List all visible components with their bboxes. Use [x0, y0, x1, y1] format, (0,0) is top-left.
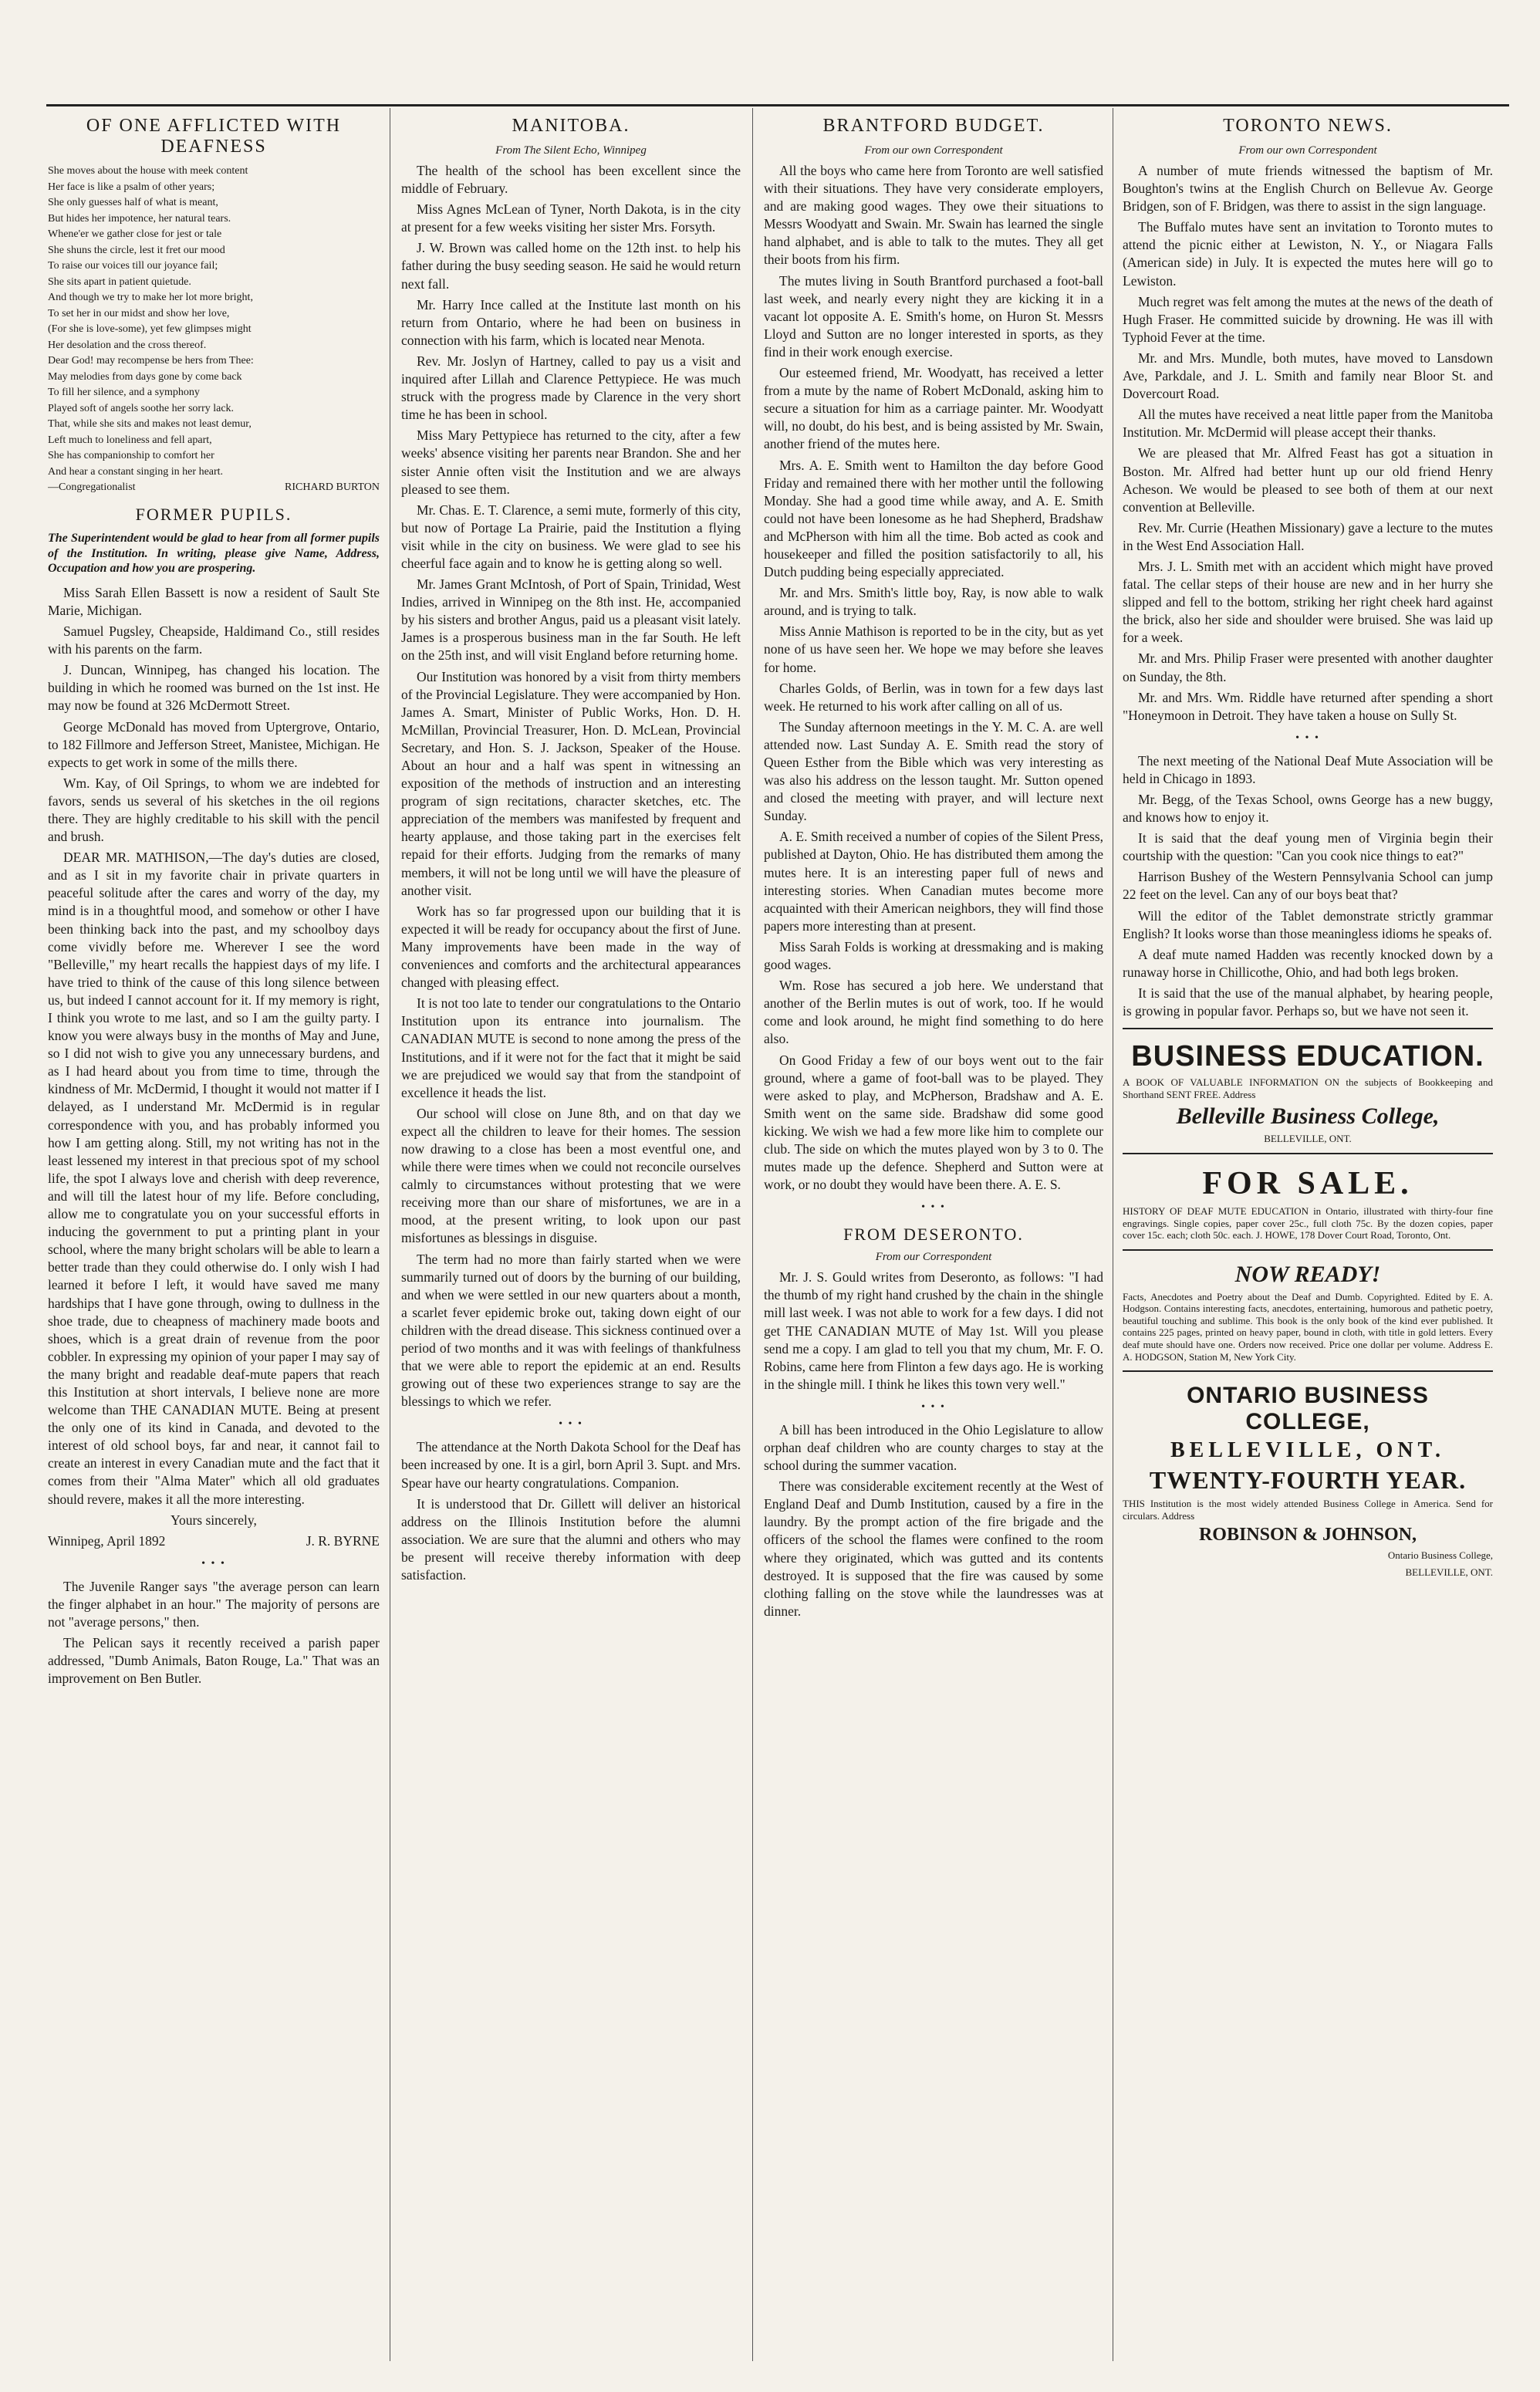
poem-line: To fill her silence, and a symphony	[48, 387, 200, 399]
paragraph: Our Institution was honored by a visit from thirty members of the Provincial Legislature. They were accompanied by Hon. James A. Smart, Minister of Public Works, Hon. D. H. McMillan, Provincial Treasurer, Hon. D. McLean, Provincial Secretary, and Hon. S. J. Jackson, Speaker of the House. About an hour and a half was spent in witnessing an exposition of the methods of instruction and an interesting program of sign recitations, character sketches, etc. The appreciation of the members was manifested by frequent and hearty applause, and those taking part in the exercises felt repaid for their efforts. Judging from the remarks of many members, it will not be long until we will have the pleasure of another visit.	[401, 668, 741, 898]
paragraph: Miss Sarah Ellen Bassett is now a resident of Sault Ste Marie, Michigan.	[48, 584, 380, 618]
paragraph: A number of mute friends witnessed the baptism of Mr. Boughton's twins at the English Church on Bellevue Av. George Bridgen, son of F. Bridgen, was there to assist in the sign language.	[1123, 163, 1493, 215]
paragraph: The next meeting of the National Deaf Mute Association will be held in Chicago in 1893.	[1123, 752, 1493, 786]
paragraph: The health of the school has been excellent since the middle of February.	[401, 163, 741, 197]
paragraph: Miss Mary Pettypiece has returned to the city, after a few weeks' absence visiting her parents near Brandon. She and her sister Annie often visit the Institution and we are always pleased to see them.	[401, 427, 741, 497]
ad-now-ready	[1123, 1249, 1493, 1363]
poem-title: OF ONE AFFLICTED WITH DEAFNESS	[86, 116, 342, 157]
column-1	[48, 116, 380, 2353]
section-title: TORONTO NEWS.	[1223, 116, 1393, 136]
poem-line: She only guesses half of what is meant,	[48, 197, 218, 209]
paragraph: Miss Sarah Folds is working at dressmaking and is making good wages.	[764, 938, 1103, 973]
poem-author: RICHARD BURTON	[285, 481, 380, 494]
paragraph: Much regret was felt among the mutes at the news of the death of Hugh Fraser. He committed suicide by drowning. He was ill with Typhoid Fever at the time.	[1123, 293, 1493, 345]
ad-college: Belleville Business College,	[1176, 1103, 1440, 1130]
ad-place: BELLEVILLE, ONT.	[1264, 1133, 1352, 1145]
poem-line: But hides her impotence, her natural tears.	[48, 212, 231, 225]
paragraph: Work has so far progressed upon our building that it is expected it will be ready for occupancy about the first of June. Many improvements have been made in the way of conveniences and comforts and the architectural appearances changed with pleasing effect.	[401, 903, 741, 991]
poem-line: And hear a constant singing in her heart.	[48, 465, 224, 478]
paragraph: Mr. and Mrs. Philip Fraser were presented with another daughter on Sunday, the 8th.	[1123, 650, 1493, 684]
poem-line: Dear God! may recompense be hers from Thee:	[48, 355, 254, 367]
paragraph: J. Duncan, Winnipeg, has changed his location. The building in which he roomed was burned on the 1st inst. He may now be found at 326 McDermott Street.	[48, 662, 380, 714]
paragraph: Mr. and Mrs. Wm. Riddle have returned after spending a short "Honeymoon in Detroit. They have taken a house on Sully St.	[1123, 689, 1493, 723]
ad-body: THIS Institution is the most widely attended Business College in America. Send for circulars. Address	[1123, 1498, 1493, 1522]
poem-line: To raise our voices till our joyance fail;	[48, 260, 218, 272]
closing: Yours sincerely,	[171, 1512, 257, 1528]
paragraph: Miss Agnes McLean of Tyner, North Dakota, is in the city at present for a few weeks visiting her sister Mrs. Forsyth.	[401, 201, 741, 235]
section-credit: From our Correspondent	[875, 1251, 992, 1264]
column-4	[1123, 116, 1493, 2353]
section-credit: From our own Correspondent	[864, 144, 1003, 157]
separator: • • •	[921, 1201, 946, 1214]
ad-place: BELLEVILLE, ONT.	[1405, 1566, 1493, 1578]
notice: The Superintendent would be glad to hear from all former pupils of the Institution. In writing, please give Name, Address, Occupation and how you are prospering.	[48, 532, 380, 576]
paragraph: Harrison Bushey of the Western Pennsylvania School can jump 22 feet on the level. Can any of our boys beat that?	[1123, 869, 1493, 903]
section-heading: FROM DESERONTO.	[843, 1225, 1024, 1245]
separator: • • •	[1295, 731, 1320, 744]
header-rule	[46, 104, 1509, 106]
ad-body: Facts, Anecdotes and Poetry about the Deaf and Dumb. Copyrighted. Edited by E. A. Hodgson. Contains interesting facts, anecdotes, entertaining, humorous and pathetic poetry, beautiful touching and sublime. This book is the only book of the kind ever published. It contains 225 pages, printed on heavy paper, bound in cloth, with title in gold letters. Every deaf mute should have one. Orders now received. Price one dollar per volume. Address E. A. HODGSON, Station M, New York City.	[1123, 1290, 1493, 1363]
paragraph: Mr. J. S. Gould writes from Deseronto, as follows: "I had the thumb of my right hand crushed by the chain in the shingle mill last week. I was not able to work for a few days. I did not get THE CANADIAN MUTE of May 1st. Will you please send me a copy. I am glad to tell you that my chum, Mr. F. O. Robins, came here from Flinton a few days ago. He is working in the shingle mill. I think he likes this town very well."	[764, 1269, 1103, 1392]
section-title: MANITOBA.	[512, 116, 630, 136]
poem-signature	[48, 481, 380, 494]
paragraph: The Juvenile Ranger says "the average person can learn the finger alphabet in an hour." The majority of persons are not "average persons," then.	[48, 1578, 380, 1630]
paragraph: We are pleased that Mr. Alfred Feast has got a situation in Boston. Mr. Alfred had better hunt up our old friend Henry Acheson. We would be pleased to see both of them at our next convention at Belleville.	[1123, 445, 1493, 515]
ad-body: HISTORY OF DEAF MUTE EDUCATION in Ontario, illustrated with thirty-four fine engravings. Single copies, paper cover 25c., full cloth 75c. By the dozen copies, paper cover 15c. each; cloth 50c. each. J. HOWE, 178 Dover Court Road, Toronto, Ont.	[1123, 1204, 1493, 1242]
ad-title: ONTARIO BUSINESS COLLEGE,	[1187, 1383, 1429, 1435]
paragraph: The attendance at the North Dakota School for the Deaf has been increased by one. It is a girl, born April 3. Supt. and Mrs. Spear have our hearty congratulations. Companion.	[401, 1439, 741, 1491]
paragraph: Mr. Harry Ince called at the Institute last month on his return from Ontario, where he had been on business in connection with his farm, which is located near Menota.	[401, 296, 741, 348]
ad-title: BUSINESS EDUCATION.	[1131, 1040, 1484, 1073]
paragraph: A. E. Smith received a number of copies of the Silent Press, published at Dayton, Ohio. He has distributed them among the mutes here. It is an interesting paper full of news and interesting stories. When Canadian mutes become more acquainted with their American neighbors, they will find those papers more interesting than at present.	[764, 829, 1103, 934]
signoff-name: J. R. BYRNE	[306, 1532, 380, 1549]
separator: • • •	[201, 1557, 226, 1569]
paragraph: Rev. Mr. Currie (Heathen Missionary) gave a lecture to the mutes in the West End Association Hall.	[1123, 519, 1493, 553]
section-title: BRANTFORD BUDGET.	[822, 116, 1045, 136]
section-credit: From The Silent Echo, Winnipeg	[495, 144, 647, 157]
paragraph: On Good Friday a few of our boys went out to the fair ground, where a game of foot-ball was to be played. They were asked to play, and McPherson, Bradshaw and A. E. Smith went on the same side. Bradshaw did some good kicking. We wish we had a few more like him to complete our club. The side on which the mutes played won by 3 to 0. The mutes made up the defence. Shepherd and Sutton were at work, or no doubt they would have been there. A. E. S.	[764, 1052, 1103, 1193]
paragraph: The mutes living in South Brantford purchased a foot-ball last week, and nearly every night they are kicking it in a vacant lot opposite A. E. Smith's home, on Huron St. Messrs Lloyd and Sutton are no longer interested in sports, as they find in their work enough exercise.	[764, 272, 1103, 360]
paragraph: It is understood that Dr. Gillett will deliver an historical address on the Illinois Institution before the alumni association. We are sure that the alumni and others who may be present will receive thereby information with deep satisfaction.	[401, 1495, 741, 1583]
paragraph: DEAR MR. MATHISON,—The day's duties are closed, and as I sit in my favorite chair in private quarters in peaceful solitude after the cares and worry of the day, my mind is in a thoughtful mood, and somehow or other I have been thinking back into the past, and my schoolboy days come vividly before me. Wherever I see the word "Belleville," my heart recalls the happiest days of my life. I have tried to think of the cause of this long silence between us, but indeed I cannot account for it. If my memory is right, I think you wrote to me last, and so I am the guilty party. I know you were always busy in the months of May and June, so I did not wish to give you any unnecessary burdens, and as I had heard about you from time to time, through the kindness of Mr. McDermid, I thought it would not matter if I delayed, as I understand Mr. McDermid is in regular correspondence with you, and has probably informed you how I am getting along. Still, my not writing has not in the least lessened my interest in that precious spot of my school life, the spot I always love and cherish with deep reverence, and will till the latest hour of my life. Before concluding, allow me to congratulate you on your successful efforts in inducing the government to put a printing plant in your school, where the many bright scholars will be able to learn a better trade than they could otherwise do. I only wish I had learned it before I left, it would have saved me many hardships that I have gone through, owing to dullness in the shoe trade, due to cheapness of machinery made boots and shoes, which is a great drain of revenue from the poor cobbler. In expressing my opinion of your paper I may say of the many bright and readable deaf-mute papers that reach this Institution at short intervals, I believe none are more welcome than THE CANADIAN MUTE. Being at present the only one of its kind in Canada, and devoted to the interest of old school boys, far and near, it cannot fail to create an interest in every Canadian mute and the fact that it comes from their "Alma Mater" which all old graduates should revere, makes it all the more interesting.	[48, 850, 380, 1507]
paragraph: J. W. Brown was called home on the 12th inst. to help his father during the busy seeding season. He said he would return next fall.	[401, 240, 741, 292]
paragraph: It is not too late to tender our congratulations to the Ontario Institution upon its entrance into journalism. The CANADIAN MUTE is second to none among the press of the Institutions, and if it were not for the fact that it might be said we are prejudiced we would say that from the standpoint of excellence it heads the list.	[401, 995, 741, 1100]
paragraph: Mr. and Mrs. Mundle, both mutes, have moved to Lansdown Ave, Parkdale, and J. L. Smith and family near Bloor St. and Dovercourt Road.	[1123, 350, 1493, 402]
poem-line: Her face is like a psalm of other years;	[48, 181, 215, 193]
paragraph: Mr. Begg, of the Texas School, owns George has a new buggy, and knows how to enjoy it.	[1123, 792, 1493, 826]
poem-line: Played soft of angels soothe her sorry lack.	[48, 402, 235, 414]
paragraph: The Buffalo mutes have sent an invitation to Toronto mutes to attend the picnic either at Lewiston, N. Y., or Niagara Falls (American side) in July. It is expected the mutes here will go to Lewiston.	[1123, 219, 1493, 289]
ad-body: A BOOK OF VALUABLE INFORMATION ON the subjects of Bookkeeping and Shorthand SENT FREE. Address	[1123, 1076, 1493, 1100]
poem	[48, 165, 380, 494]
paragraph: A bill has been introduced in the Ohio Legislature to allow orphan deaf children who are county charges to stay at the school during the summer vacation.	[764, 1421, 1103, 1474]
paragraph: Samuel Pugsley, Cheapside, Haldimand Co., still resides with his parents on the farm.	[48, 623, 380, 657]
ad-firm: ROBINSON & JOHNSON,	[1198, 1525, 1417, 1546]
paragraph: Charles Golds, of Berlin, was in town for a few days last week. He returned to his work after calling on all of us.	[764, 680, 1103, 714]
poem-line: That, while she sits and makes not least demur,	[48, 418, 252, 431]
poem-source: —Congregationalist	[48, 481, 136, 494]
poem-line: And though we try to make her lot more bright,	[48, 292, 253, 304]
paragraph: All the mutes have received a neat little paper from the Manitoba Institution. Mr. McDermid will please accept their thanks.	[1123, 407, 1493, 441]
paragraph: Rev. Mr. Joslyn of Hartney, called to pay us a visit and inquired after Lillah and Clarence Pettypiece. He was much struck with the progress made by Clarence in the very short time he has been in school.	[401, 353, 741, 423]
poem-line: She has companionship to comfort her	[48, 450, 214, 462]
column-3	[764, 116, 1103, 2353]
ad-place: BELLEVILLE, ONT.	[1170, 1438, 1446, 1463]
column-rule	[752, 108, 753, 2361]
signoff-place: Winnipeg, April 1892	[48, 1532, 166, 1549]
ad-college: Ontario Business College,	[1387, 1549, 1493, 1562]
ad-title: NOW READY!	[1234, 1261, 1381, 1287]
paragraph: Wm. Kay, of Oil Springs, to whom we are indebted for favors, sends us several of his sketches in the oil regions there. They are highly creditable to his skill with the pencil and brush.	[48, 775, 380, 845]
poem-line: (For she is love-some), yet few glimpses might	[48, 323, 252, 336]
paragraph: The Sunday afternoon meetings in the Y. M. C. A. are well attended now. Last Sunday A. E. Smith read the story of Queen Esther from the Bible which was very interesting as was also his address on the lesson taught. Mr. Sutton opened and closed the meeting with prayer, and will lecture next Sunday.	[764, 718, 1103, 824]
ad-title: FOR SALE.	[1202, 1165, 1413, 1201]
poem-line: Whene'er we gather close for jest or tale	[48, 228, 222, 241]
paragraph: Mrs. A. E. Smith went to Hamilton the day before Good Friday and remained there with her mother until the following Monday. She had a good time while away, and A. E. Smith could not have been lonesome as he had Shepherd, Bradshaw and McPherson with him all the time. Bob acted as cook and housekeeper and filled the position satisfactorily to all, his Dutch pudding being especially appreciated.	[764, 457, 1103, 580]
poem-line: She sits apart in patient quietude.	[48, 275, 191, 288]
paragraph: It is said that the deaf young men of Virginia begin their courtship with the question: "Can you cook nice things to eat?"	[1123, 830, 1493, 864]
paragraph: The term had no more than fairly started when we were summarily turned out of doors by the burning of our building, and when we were settled in our new quarters about a month, a scarlet fever epidemic broke out, taking down eight of our children with the dread disease. This sickness continued over a period of two months and it was with feelings of thankfulness that we were able to report the epidemic at an end. Results growing out of these two experiences strange to say are the blessings to which we refer.	[401, 1251, 741, 1410]
ad-for-sale	[1123, 1153, 1493, 1242]
paragraph: A deaf mute named Hadden was recently knocked down by a runaway horse in Chillicothe, Ohio, and had both legs broken.	[1123, 946, 1493, 980]
poem-line: Left much to loneliness and fell apart,	[48, 434, 212, 446]
paragraph: There was considerable excitement recently at the West of England Deaf and Dumb Institution, caused by a fire in the laundry. By the prompt action of the fire brigade and the officers of the school the flames were confined to the room where they originated, which was gutted and its contents destroyed. It is supposed that the fire was caused by some clothing falling on the stove while the laundresses was at dinner.	[764, 1478, 1103, 1619]
poem-line: She shuns the circle, lest it fret our mood	[48, 244, 225, 256]
paragraph: George McDonald has moved from Uptergrove, Ontario, to 182 Fillmore and Jefferson Street, Manistee, Michigan. He expects to get work in some of the mills there.	[48, 718, 380, 770]
paragraph: Will the editor of the Tablet demonstrate strictly grammar English? It looks worse than those meaningless idioms he speaks of.	[1123, 907, 1493, 941]
paragraph: Our esteemed friend, Mr. Woodyatt, has received a letter from a mute by the name of Robert McDonald, asking him to secure a situation for him as a carriage painter. Mr. Woodyatt will, no doubt, do his best, and is being assisted by Mr. Swain, another friend of the mutes here.	[764, 365, 1103, 452]
poem-line: She moves about the house with meek content	[48, 165, 248, 177]
paragraph: Mr. Chas. E. T. Clarence, a semi mute, formerly of this city, but now of Portage La Prairie, paid the Institution a flying visit while in the city on business. We were glad to see his cheerful face again and to know he is getting along so well.	[401, 502, 741, 571]
paragraph: Our school will close on June 8th, and on that day we expect all the children to leave for their homes. The session now drawing to a close has been a most eventful one, and while there were times when we could not reconcile ourselves calmly to circumstances without protesting that we were receiving more than our share of misfortunes, we are in a mood, at the present writing, to look upon our past misfortunes as blessings in disguise.	[401, 1105, 741, 1246]
paragraph: All the boys who came here from Toronto are well satisfied with their situations. They have very considerate employers, and are making good wages. They owe their situations to Messrs Woodyatt and Swain. Mr. Swain has learned the single hand alphabet, and is able to talk to the mutes. They all get their boots from his firm.	[764, 163, 1103, 268]
paragraph: Mr. and Mrs. Smith's little boy, Ray, is now able to walk around, and is trying to talk.	[764, 585, 1103, 619]
signoff	[48, 1532, 380, 1550]
paragraph: Mrs. J. L. Smith met with an accident which might have proved fatal. The cellar steps of their house are new and in her hurry she slipped and fell to the bottom, striking her right cheek hard against the brick, also her side and shoulder were bruised. She was laid up for a week.	[1123, 558, 1493, 646]
paragraph: Wm. Rose has secured a job here. We understand that another of the Berlin mutes is out of work, too. If he would come and look around, he might find something to do here also.	[764, 978, 1103, 1047]
separator: • • •	[921, 1400, 946, 1413]
paragraph: Mr. James Grant McIntosh, of Port of Spain, Trinidad, West Indies, arrived in Winnipeg on the 8th inst. He, accompanied by his sisters and brother Angus, paid us a pleasant visit lately. James is a prosperous business man in the far South. He left on the 25th inst, and will visit England before returning home.	[401, 576, 741, 664]
separator: • • •	[559, 1418, 583, 1431]
poem-line: To set her in our midst and show her love,	[48, 307, 230, 319]
paragraph: Miss Annie Mathison is reported to be in the city, but as yet none of us have seen her. We hope we may before she leaves for home.	[764, 623, 1103, 675]
paragraph: It is said that the use of the manual alphabet, by hearing people, is growing in popular favor. Perhaps so, but we have not seen it.	[1123, 985, 1493, 1019]
section-credit: From our own Correspondent	[1238, 144, 1377, 157]
column-2	[401, 116, 741, 2353]
poem-line: Her desolation and the cross thereof.	[48, 339, 207, 351]
poem-line: May melodies from days gone by come back	[48, 370, 242, 383]
section-heading: FORMER PUPILS.	[135, 505, 292, 525]
paragraph: The Pelican says it recently received a parish paper addressed, "Dumb Animals, Baton Rouge, La." That was an improvement on Ben Butler.	[48, 1635, 380, 1687]
ad-year: TWENTY-FOURTH YEAR.	[1149, 1466, 1467, 1495]
ad-ontario-business-college	[1123, 1370, 1493, 1579]
ad-business-education	[1123, 1028, 1493, 1145]
